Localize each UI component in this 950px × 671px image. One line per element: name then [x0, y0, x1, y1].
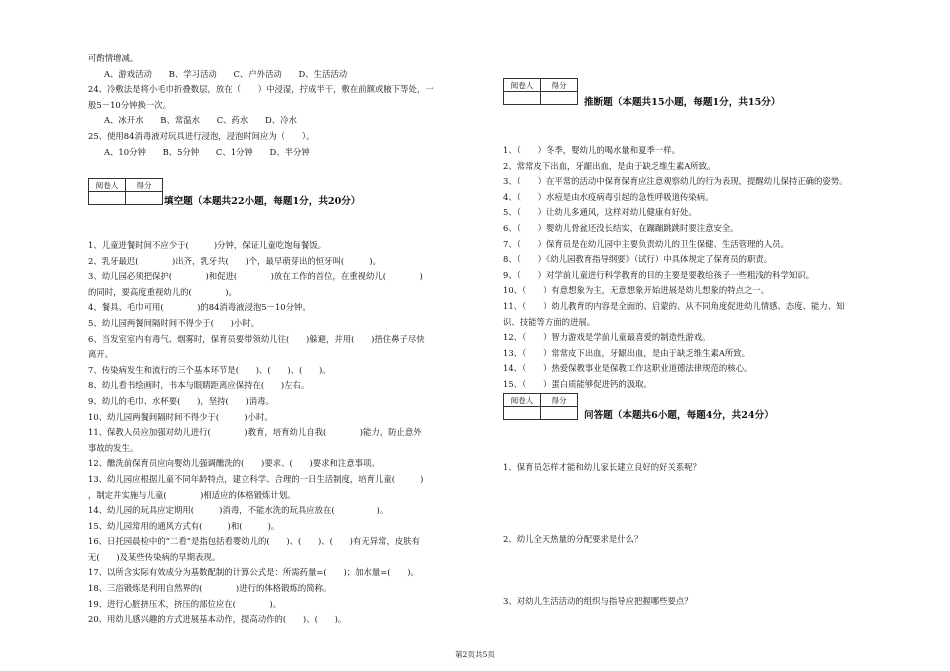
question-line: 2、常常皮下出血，牙龈出血，是由于缺乏维生素A所致。 [503, 160, 716, 171]
question-line: 9、幼儿的毛巾、水杯要( )，坚持( )消毒。 [88, 395, 274, 406]
question-line: 可酌情增减。 [88, 53, 139, 63]
question-line: 13、（ ）常常皮下出血，牙龈出血，是由于缺乏维生素A所致。 [503, 347, 751, 358]
question-line: 15、（ ）蛋白质能够促进钙的汲取。 [503, 378, 652, 389]
question-line: 13、幼儿园应根据儿童不同年龄特点，建立科学、合理的一日生活制度，培育儿童( ) [88, 473, 424, 484]
mc-questions [88, 51, 486, 160]
question-line: 15、幼儿园常用的通风方式有( )和( )。 [88, 520, 280, 531]
question-line: 4、餐具、毛巾可用( )的84消毒液浸泡5－10分钟。 [88, 302, 311, 313]
score-label: 得分 [541, 394, 578, 407]
question-line: 14、（ ）热爱保教事业是保教工作这职业道德法律规范的核心。 [503, 363, 753, 374]
question-line: 24、冷敷法是将小毛巾折叠数层，放在（ ）中浸湿，拧成半干，敷在前额或腋下等处，一 [88, 84, 434, 95]
question-line: 18、三浴锻炼是利用自然界的( )进行的体格锻炼的简称。 [88, 583, 332, 594]
question-line: 识、技能等方面的进展。 [503, 316, 596, 327]
score-box-qa [503, 393, 578, 420]
grader-label: 阅卷人 [89, 179, 126, 192]
question-line: 12、（ ）智力游戏是学前儿童最喜爱的制造性游戏。 [503, 332, 711, 343]
question-line: ，制定并实施与儿童( )相适应的体格锻炼计划。 [88, 489, 296, 500]
question-line: 11、保教人员应加强对幼儿进行( )教育，培育幼儿自我( )能力，防止意外 [88, 427, 422, 438]
question-line: 12、醮洗前保育员应向婴幼儿强调醮洗的( )要求、( )要求和注意事项。 [88, 458, 380, 469]
score-cell [541, 407, 578, 420]
judge-questions [503, 143, 918, 393]
grader-label: 阅卷人 [504, 394, 541, 407]
question-line: 9、（ ）对学前儿童进行科学教育的目的主要是要教给孩子一些粗浅的科学知识。 [503, 269, 815, 280]
question-line: 事故的发生。 [88, 442, 139, 453]
question-line: 般5－10分钟换一次。 [88, 99, 171, 110]
score-box-fill [88, 178, 163, 205]
question-line: 25、使用84消毒液对玩具进行浸泡，浸泡时间应为（ ）。 [88, 130, 315, 141]
score-cell [541, 92, 578, 105]
question-line: 8、幼儿看书绘画时，书本与眼睛距离应保持在( )左右。 [88, 380, 310, 391]
question-line: 5、幼儿园两餐间隔时间不得少于( )小时。 [88, 317, 259, 328]
question-line: 11、（ ）幼儿教育的内容是全面的、启蒙的、从不同角度促进幼儿情感、态度、能力、知 [503, 300, 845, 311]
question-line: 离开。 [88, 349, 114, 360]
question-line: A、冰开水 B、常温水 C、药水 D、冷水 [104, 115, 297, 126]
fill-questions [88, 238, 486, 628]
question-line: 6、（ ）婴幼儿骨盆还没长结实，在蹦蹦跳跳时要注意安全。 [503, 222, 739, 233]
grader-cell [504, 407, 541, 420]
grader-cell [504, 92, 541, 105]
score-label: 得分 [541, 79, 578, 92]
question-line: 16、日托园晨检中的“二看”是指包括看婴幼儿的( )、( )、( )有无异常，皮肤有 [88, 536, 420, 547]
fill-section-title: 填空题（本题共22小题，每题1分，共20分） [164, 196, 361, 207]
question-line: 10、幼儿园两餐间隔时间不得少于( )小时。 [88, 411, 273, 422]
question-line: 7、传染病发生和流行的三个基本环节是( )、( )、( )。 [88, 364, 331, 375]
judge-section-title: 推断题（本题共15小题，每题1分，共15分） [584, 97, 781, 108]
question-line: 2、乳牙最迟( )出齐，乳牙共( )个，最早萌芽出的恒牙叫( )。 [88, 255, 381, 266]
score-label: 得分 [126, 179, 163, 192]
page-footer: 第2页共5页 [454, 650, 496, 659]
question-line: 6、当发室室内有毒气、烟雾时，保育员要带领幼儿往( )躲避，并用( )捂住鼻子尽快 [88, 333, 425, 344]
qa-q3: 3、对幼儿生活活动的组织与指导应把握哪些要点？ [503, 596, 693, 606]
question-line: 17、以所含实际有效成分为基数配制的计算公式是：所需药量=( )；加水量=( )。 [88, 567, 419, 578]
qa-section-title: 问答题（本题共6小题，每题4分，共24分） [584, 410, 774, 421]
question-line: 5、（ ）让幼儿多通风，这样对幼儿健康有好处。 [503, 207, 697, 218]
qa-q1: 1、保育员怎样才能和幼儿家长建立良好的好关系呢？ [503, 462, 701, 472]
grader-cell [89, 192, 126, 205]
question-line: 1、儿童进餐时间不应少于( )分钟，保证儿童吃饱每餐饭。 [88, 240, 326, 250]
question-line: 3、幼儿园必须把保护( )和促进( )放在工作的首位，在重视幼儿( ) [88, 271, 423, 282]
question-line: 3、（ ）在平常的活动中保育保育应注意观察幼儿的行为表现，提醒幼儿保持正确的姿势。 [503, 176, 848, 187]
question-line: 10、（ ）有意想象为主，无意想象开始进展是幼儿想象的特点之一。 [503, 285, 770, 296]
question-line: 4、（ ）水痘是由水疫病毒引起的急性呼吸道传染病。 [503, 191, 714, 202]
question-line: 的同时，要高度重视幼儿的( )。 [88, 286, 237, 297]
question-line: 7、（ ）保育员是在幼儿园中主要负责幼儿的卫生保健、生活管理的人员。 [503, 238, 789, 249]
grader-label: 阅卷人 [504, 79, 541, 92]
question-line: A、10分钟 B、5分钟 C、1分钟 D、半分钟 [104, 146, 310, 157]
question-line: 1、（ ）冬季，婴幼儿的喝水量和夏季一样。 [503, 145, 681, 155]
question-line: 14、幼儿园的玩具应定期用( )消毒，不能水洗的玩具应放在( )。 [88, 505, 389, 516]
score-box-judge [503, 78, 578, 105]
question-line: 19、进行心脏挤压术，挤压的部位应在( )。 [88, 598, 282, 609]
question-line: 无( )及某些传染病的早期表现。 [88, 551, 221, 562]
qa-q2: 2、幼儿全天热量的分配要求是什么？ [503, 534, 643, 544]
question-line: A、游戏活动 B、学习活动 C、户外活动 D、生活活动 [104, 68, 348, 79]
question-line: 8、（ ）《幼儿园教育指导纲要》（试行）中具体规定了保育员的职责。 [503, 254, 773, 265]
score-cell [126, 192, 163, 205]
question-line: 20、用幼儿感兴趣的方式进展基本动作，提高动作的( )、( )。 [88, 614, 347, 625]
